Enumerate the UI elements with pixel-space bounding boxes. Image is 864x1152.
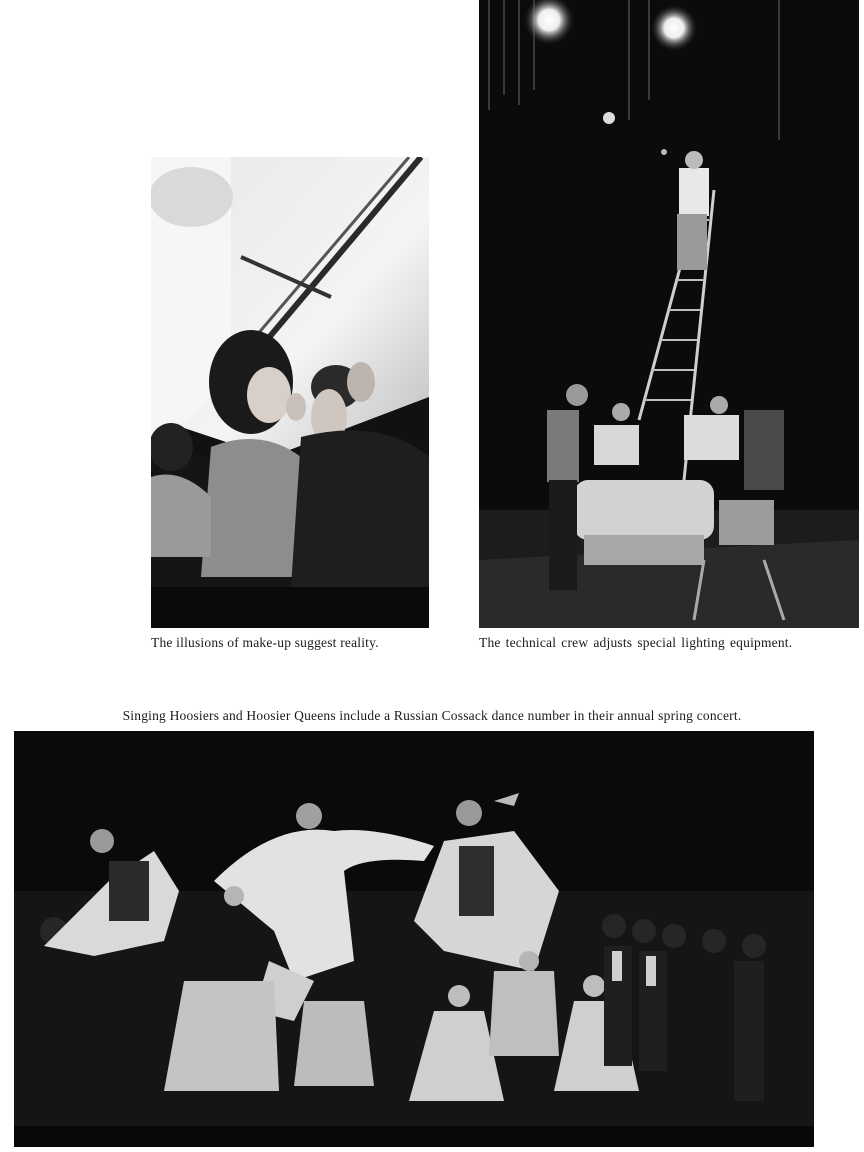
dance-photo-image xyxy=(14,731,814,1147)
makeup-photo-image xyxy=(151,157,429,628)
crew-photo xyxy=(479,0,859,628)
makeup-photo xyxy=(151,157,429,628)
crew-caption: The technical crew adjusts special lighting equipment. xyxy=(479,635,793,650)
crew-photo-image xyxy=(479,0,859,628)
makeup-caption: The illusions of make-up suggest reality. xyxy=(151,635,379,650)
dance-caption: Singing Hoosiers and Hoosier Queens include a Russian Cossack dance number in their annual spring concert. xyxy=(122,708,742,723)
dance-photo xyxy=(14,731,814,1147)
